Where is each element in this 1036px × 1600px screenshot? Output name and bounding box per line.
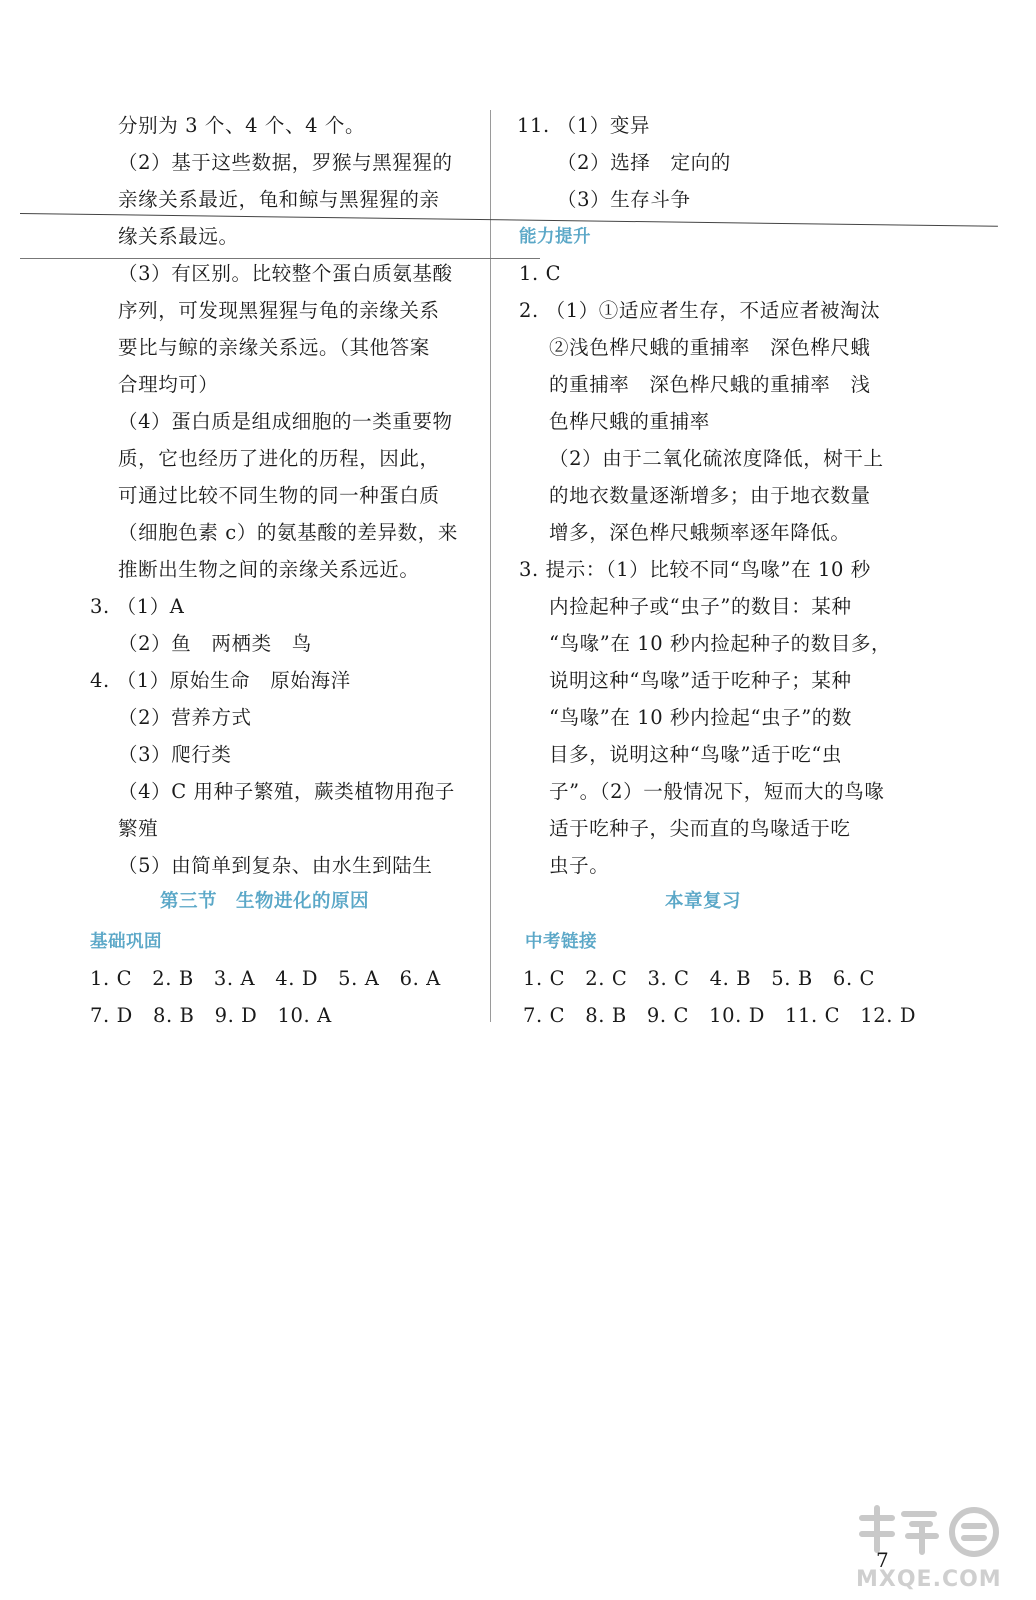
answer-line: （2）鱼 两栖类 鸟 [118, 632, 312, 655]
subsection-heading: 基础巩固 [90, 932, 162, 952]
answer-line: 缘关系最远。 [118, 225, 239, 248]
answer-line: 要比与鲸的亲缘关系远。（其他答案 [118, 336, 430, 359]
answer-line: 质，它也经历了进化的历程，因此， [118, 447, 440, 470]
answer-line: 繁殖 [118, 817, 159, 840]
watermark-text: MXQE.COM [856, 1567, 1002, 1592]
answer-line: 亲缘关系最近，龟和鲸与黑猩猩的亲 [118, 188, 440, 211]
answer-line: 可通过比较不同生物的同一种蛋白质 [118, 484, 440, 507]
answer-line: 适于吃种子，尖而直的鸟喙适于吃 [549, 817, 851, 840]
answer-line: “鸟喙”在 10 秒内捡起种子的数目多， [549, 632, 892, 655]
answer-line: 增多，深色桦尺蛾频率逐年降低。 [549, 521, 851, 544]
answer-line: 子”。（2）一般情况下，短而大的鸟喙 [549, 780, 885, 803]
answer-line: （2）营养方式 [118, 706, 252, 729]
answer-line: 序列，可发现黑猩猩与龟的亲缘关系 [118, 299, 440, 322]
page-number: 7 [876, 1548, 889, 1572]
answer-line: 1. C [519, 262, 562, 285]
answer-line: （2）由于二氧化硫浓度降低，树干上 [549, 447, 884, 470]
answer-line: “鸟喙”在 10 秒内捡起“虫子”的数 [549, 706, 852, 729]
answer-line: （4）C 用种子繁殖，蕨类植物用孢子 [118, 780, 455, 803]
answer-line: 3. 提示：（1）比较不同“鸟喙”在 10 秒 [519, 558, 871, 581]
watermark-logo [852, 1500, 1012, 1592]
answer-line: 说明这种“鸟喙”适于吃种子；某种 [549, 669, 852, 692]
answer-line: 目多，说明这种“鸟喙”适于吃“虫 [549, 743, 843, 766]
answer-line: 7. D 8. B 9. D 10. A [90, 1004, 332, 1027]
answer-line: （4）蛋白质是组成细胞的一类重要物 [118, 410, 453, 433]
answer-line: 色桦尺蛾的重捕率 [549, 410, 710, 433]
section-title: 第三节 生物进化的原因 [160, 891, 370, 912]
column-divider [490, 110, 491, 1022]
answer-line: （3）有区别。比较整个蛋白质氨基酸 [118, 262, 453, 285]
answer-line: 推断出生物之间的亲缘关系远近。 [118, 558, 420, 581]
answer-line: （2）基于这些数据，罗猴与黑猩猩的 [118, 151, 453, 174]
answer-line: 3. （1）A [90, 595, 185, 618]
answer-line: （3）生存斗争 [557, 188, 691, 211]
answer-line: 内捡起种子或“虫子”的数目：某种 [549, 595, 852, 618]
subsection-heading: 中考链接 [525, 932, 597, 952]
section-title: 本章复习 [665, 891, 742, 912]
answer-line: 分别为 3 个、4 个、4 个。 [118, 114, 366, 137]
answer-line: 虫子。 [549, 854, 610, 877]
answer-line: 2. （1）①适应者生存，不适应者被淘汰 [519, 299, 881, 322]
answer-line: 7. C 8. B 9. C 10. D 11. C 12. D [523, 1004, 917, 1027]
answer-line: 1. C 2. C 3. C 4. B 5. B 6. C [523, 967, 876, 990]
answer-line: 11. （1）变异 [517, 114, 651, 137]
scan-line [20, 258, 540, 259]
answer-line: 4. （1）原始生命 原始海洋 [90, 669, 351, 692]
answer-line: 1. C 2. B 3. A 4. D 5. A 6. A [90, 967, 441, 990]
answer-line: （细胞色素 c）的氨基酸的差异数，来 [118, 521, 458, 544]
answer-line: （2）选择 定向的 [557, 151, 731, 174]
subsection-heading: 能力提升 [519, 227, 591, 247]
answer-line: 的地衣数量逐渐增多；由于地衣数量 [549, 484, 871, 507]
answer-line: 合理均可） [118, 373, 219, 396]
answer-line: ②浅色桦尺蛾的重捕率 深色桦尺蛾 [549, 336, 871, 359]
answer-line: （5）由简单到复杂、由水生到陆生 [118, 854, 433, 877]
answer-line: （3）爬行类 [118, 743, 232, 766]
answer-line: 的重捕率 深色桦尺蛾的重捕率 浅 [549, 373, 871, 396]
